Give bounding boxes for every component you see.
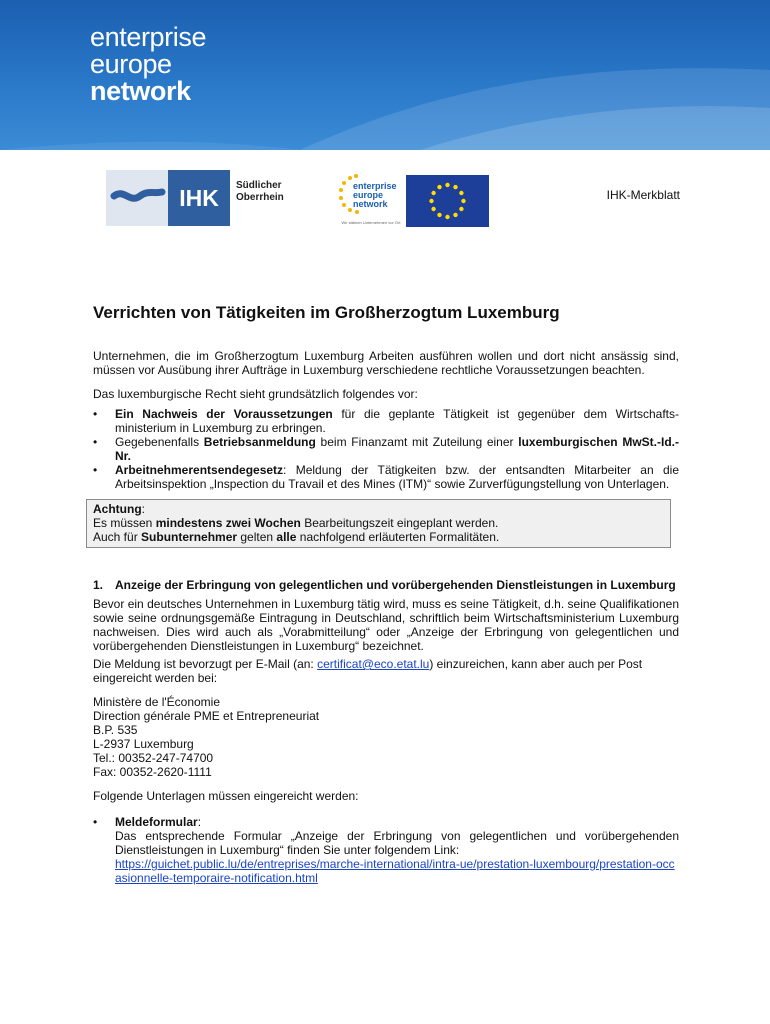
ihk-region-line-2: Oberrhein xyxy=(236,192,284,203)
postal-address xyxy=(93,695,679,779)
een-brand-wordmark xyxy=(90,24,206,105)
een-small-line-2: europe xyxy=(353,190,384,200)
list-item xyxy=(93,407,679,435)
requirement-3-bold: Arbeitnehmerentsendegesetz xyxy=(115,463,284,477)
requirement-2-bold-2: luxemburgischen MwSt.-Id.-Nr. xyxy=(115,435,679,463)
merkblatt-label: IHK-Merkblatt xyxy=(606,188,680,202)
document-body xyxy=(93,349,679,885)
een-tagline: Wir stärken Unternehmen vor Ort xyxy=(341,220,401,225)
email-link[interactable]: certificat@eco.etat.lu xyxy=(317,657,430,671)
intro-paragraph: Unternehmen, die im Großherzogtum Luxemburg Arbeiten ausführen wollen und dort nicht ansässig sind, müssen vor Ausübung ihrer Aufträge in Luxemburg verschiedene rechtliche Voraussetzungen beachten. xyxy=(93,349,679,377)
requirement-1-bold: Ein Nachweis der Voraussetzungen xyxy=(115,407,333,421)
een-small-logo xyxy=(336,172,406,226)
address-line: Tel.: 00352-247-74700 xyxy=(93,751,214,765)
form-title: Meldeformular xyxy=(115,815,198,829)
notice-line-1 xyxy=(93,516,664,530)
een-small-wordmark xyxy=(353,182,397,209)
law-intro: Das luxemburgische Recht sieht grundsätzlich folgendes vor: xyxy=(93,387,418,401)
notice-line-2-a: Auch für xyxy=(93,530,142,544)
notice-line-2-c: nachfolgend erläuterten Formalitäten. xyxy=(296,530,500,544)
ihk-region-line-1: Südlicher xyxy=(236,180,282,191)
brand-line-1: enterprise xyxy=(90,22,207,52)
notice-line-1-bold: mindestens zwei Wochen xyxy=(155,516,301,530)
list-item xyxy=(93,463,679,491)
para-2-text-a: Die Meldung ist bevorzugt per E-Mail (an: xyxy=(93,657,318,671)
address-line: Fax: 00352-2620-1111 xyxy=(93,765,212,779)
eu-flag-icon xyxy=(406,175,489,227)
notice-heading-line xyxy=(93,502,664,516)
notice-line-2-bold-1: Subunternehmer xyxy=(141,530,238,544)
documents-list xyxy=(93,815,679,885)
notice-box xyxy=(86,499,671,548)
notice-heading: Achtung xyxy=(93,502,142,516)
notice-line-2-bold-2: alle xyxy=(276,530,297,544)
header-banner xyxy=(0,0,770,150)
list-item xyxy=(93,435,679,463)
form-link[interactable]: https://guichet.public.lu/de/entreprises/marche-international/intra-ue/prestation-luxembourg/prestation-occasionnelle-temporaire-notification.html xyxy=(115,857,675,885)
para-2-text-b: ) einzureichen, kann aber auch per Post eingereicht werden bei: xyxy=(93,657,643,685)
notice-line-2 xyxy=(93,530,664,544)
ihk-region xyxy=(236,180,284,204)
address-line: Direction générale PME et Entrepreneuriat xyxy=(93,709,320,723)
ihk-logo xyxy=(106,170,284,226)
requirement-2-text-b: beim Finanzamt mit Zuteilung einer xyxy=(315,435,519,449)
form-description: Das entsprechende Formular „Anzeige der Erbringung von gelegentlichen und vorübergehenden Dienstleistungen in Luxemburg“ finden Sie unter folgendem Link: xyxy=(115,829,679,857)
requirement-1-text: für die geplante Tätigkeit ist gegenüber dem Wirtschafts-ministerium in Luxemburg zu erbringen. xyxy=(115,407,679,435)
notice-colon: : xyxy=(141,502,145,516)
list-item xyxy=(93,815,679,885)
section-1-number: 1. xyxy=(93,578,104,592)
requirement-3-text: : Meldung der Tätigkeiten bzw. der entsandten Mitarbeiter an die Arbeitsinspektion „Inspection du Travail et des Mines (ITM)“ sowie Zurverfügungstellung von Unterlagen. xyxy=(115,463,679,491)
section-1-title: Anzeige der Erbringung von gelegentlichen und vorübergehenden Dienstleistungen in Luxemburg xyxy=(115,578,676,592)
address-line: Ministère de l'Économie xyxy=(93,695,221,709)
brand-line-3: network xyxy=(90,76,191,106)
section-1-paragraph-2 xyxy=(93,657,679,685)
address-line: B.P. 535 xyxy=(93,723,138,737)
page-title: Verrichten von Tätigkeiten im Großherzogtum Luxemburg xyxy=(93,303,560,322)
documents-intro: Folgende Unterlagen müssen eingereicht werden: xyxy=(93,789,359,803)
requirement-2-bold-1: Betriebsanmeldung xyxy=(203,435,316,449)
notice-line-1-a: Es müssen xyxy=(93,516,156,530)
requirement-2-text-a: Gegebenenfalls xyxy=(115,435,204,449)
een-small-line-3: network xyxy=(353,199,388,209)
address-line: L-2937 Luxemburg xyxy=(93,737,194,751)
section-1-paragraph-1: Bevor ein deutsches Unternehmen in Luxemburg tätig wird, muss es seine Tätigkeit, d.h. seine Qualifikationen sowie seine ordnungsgemäße Eintragung in Deutschland, schriftlich beim Wirtschaftsministerium Luxemburg nachweisen. Dies wird auch als „Vorabmitteilung“ oder „Anzeige der Erbringung von gelegentlichen und vorübergehenden Dienstleistungen in Luxemburg“ bezeichnet. xyxy=(93,597,679,653)
notice-line-2-b: gelten xyxy=(237,530,277,544)
ihk-wave-icon xyxy=(106,170,168,226)
brand-line-2: europe xyxy=(90,49,172,79)
section-1-heading xyxy=(93,578,679,592)
requirements-list xyxy=(93,407,679,491)
een-small-line-1: enterprise xyxy=(353,181,397,191)
notice-line-1-b: Bearbeitungszeit eingeplant werden. xyxy=(300,516,499,530)
ihk-wordmark: IHK xyxy=(168,170,230,226)
form-title-colon: : xyxy=(197,815,202,829)
